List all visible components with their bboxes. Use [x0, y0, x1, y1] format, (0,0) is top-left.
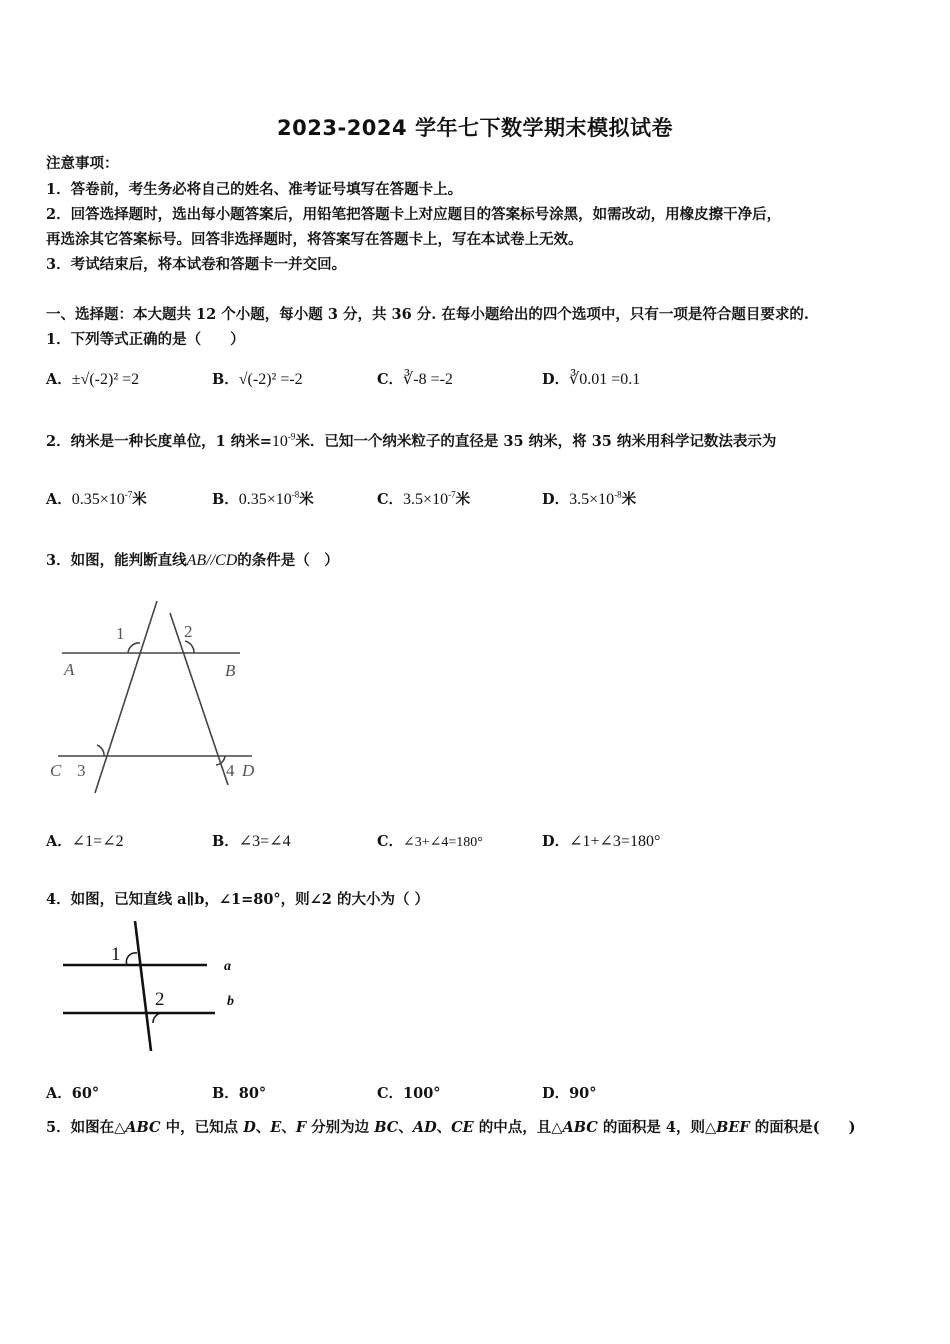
angle-label-1: 1	[116, 624, 125, 643]
label-d: D	[242, 761, 255, 780]
q1-option-d-math: ∛0.01 =0.1	[569, 371, 641, 388]
angle-arc-2	[153, 1013, 161, 1023]
q3-parallel-lines-figure	[40, 595, 280, 805]
q3-option-b: B．∠3=∠4	[212, 833, 291, 850]
q2-option-a: A．$0.35\times 10^{-7}$米	[46, 489, 147, 508]
q1-option-d: D．∛0.01 =0.1	[542, 371, 641, 388]
q2-option-d: D．$3.5\times 10^{-8}$米	[542, 489, 637, 508]
label-b: B	[225, 661, 236, 680]
q2-option-c: C．$3.5\times 10^{-7}$米	[377, 489, 471, 508]
angle-label-4: 4	[226, 761, 235, 780]
label-a: a	[224, 959, 231, 974]
angle-arc-2	[185, 641, 194, 653]
note-item-1: 1．答卷前，考生务必将自己的姓名、准考证号填写在答题卡上。	[46, 181, 463, 198]
angle-label-2: 2	[184, 622, 193, 641]
q1-option-a: A．±√(-2)² =2	[46, 371, 140, 388]
note-item-2a: 2．回答选择题时，选出每小题答案后，用铅笔把答题卡上对应题目的答案标号涂黑，如需改动，用橡皮擦干净后，	[46, 206, 782, 223]
q4-option-c: C．100°	[377, 1085, 441, 1102]
q4-option-a: A．60°	[46, 1085, 100, 1102]
q1-option-c-math: ∛-8 =-2	[403, 371, 453, 388]
q1-option-a-math: ±√(-2)² =2	[71, 371, 140, 388]
page-title: 2023-2024 学年七下数学期末模拟试卷	[277, 116, 673, 140]
q4-option-b: B．80°	[212, 1085, 267, 1102]
question-5-stem: 5．如图在△ABC 中，已知点 D、E、F 分别为边 BC、AD、CE 的中点，且△ABC 的面积是 4，则△BEF 的面积是( )	[46, 1119, 856, 1136]
q1-option-b: B．√(-2)² =-2	[212, 371, 303, 388]
transversal-right	[170, 613, 228, 785]
q1-option-c: C．∛-8 =-2	[377, 371, 453, 388]
angle-arc-3	[97, 745, 104, 756]
question-2-stem: 2．纳米是一种长度单位，1 纳米$=10^{-9}$米．已知一个纳米粒子的直径是 35 纳米，将 35 纳米用科学记数法表示为	[46, 431, 777, 450]
q4-option-d: D．90°	[542, 1085, 597, 1102]
angle-arc-1	[128, 643, 140, 653]
angle-label-3: 3	[77, 761, 86, 780]
angle-arc-1	[126, 953, 137, 965]
q2-option-b: B．$0.35\times 10^{-8}$米	[212, 489, 314, 508]
question-3-stem: 3．如图，能判断直线AB//CD的条件是（ ）	[46, 552, 339, 569]
angle-label-1: 1	[111, 944, 121, 965]
q4-parallel-lines-figure	[55, 915, 255, 1060]
q1-option-b-math: √(-2)² =-2	[238, 371, 303, 388]
note-item-2b: 再选涂其它答案标号。回答非选择题时，将答案写在答题卡上，写在本试卷上无效。	[46, 231, 583, 248]
question-4-stem: 4．如图，已知直线 a∥b，∠1=80°，则∠2 的大小为（ ）	[46, 891, 429, 908]
q3-option-d: D．∠1+∠3=180°	[542, 833, 661, 850]
q3-option-c: C．∠3+∠4=180°	[377, 833, 483, 850]
transversal-left	[95, 601, 157, 793]
notes-heading: 注意事项：	[46, 155, 119, 172]
question-1-stem: 1．下列等式正确的是（ ）	[46, 331, 245, 348]
section-heading: 一、选择题：本大题共 12 个小题，每小题 3 分，共 36 分. 在每小题给出的四个选项中，只有一项是符合题目要求的.	[46, 306, 809, 323]
note-item-3: 3．考试结束后，将本试卷和答题卡一并交回。	[46, 256, 347, 273]
angle-label-2: 2	[155, 989, 165, 1010]
label-b: b	[227, 994, 234, 1009]
label-a: A	[64, 660, 75, 679]
label-c: C	[50, 761, 62, 780]
q3-option-a: A．∠1=∠2	[46, 833, 124, 850]
transversal	[135, 921, 151, 1051]
